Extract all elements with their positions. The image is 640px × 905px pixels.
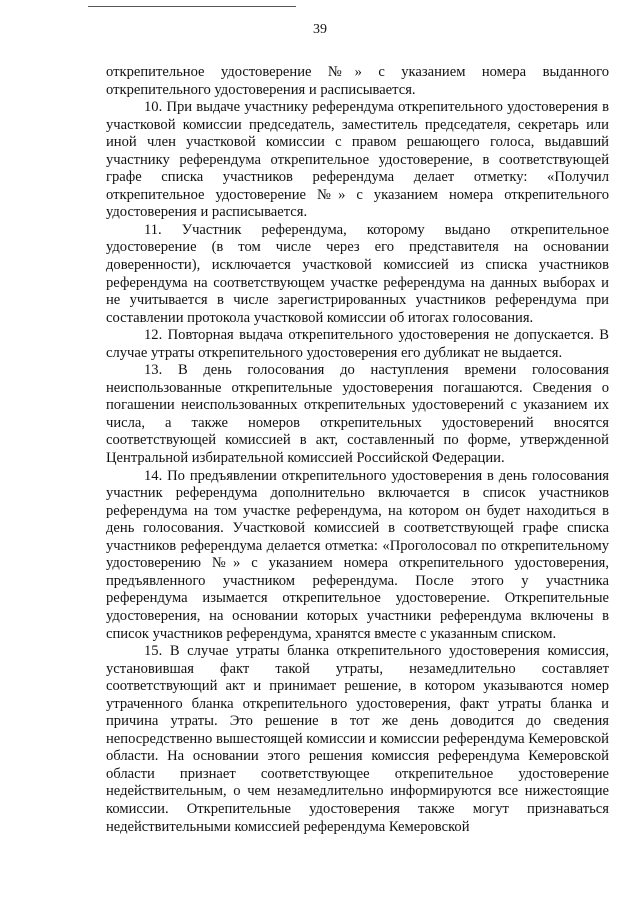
header-rule [88,6,296,7]
paragraph-14: 14. По предъявлении открепительного удостоверения в день голосования участник референдума дополнительно включается в список участников референдума на том участке референдума, на котором он будет находиться в день голосования. Участковой комиссией в соответствующей графе списка участников референдума делается отметка: «Проголосовал по открепительному удостоверению №» с указанием номера открепительного удостоверения, предъявленного участником референдума. После этого у участника референдума изымается открепительное удостоверение. Открепительные удостоверения, на основании которых участники референдума включены в список участников референдума, хранятся вместе с указанным списком. [106,467,609,642]
page-number: 39 [313,22,327,37]
paragraph-12: 12. Повторная выдача открепительного удостоверения не допускается. В случае утраты открепительного удостоверения его дубликат не выдается. [106,327,609,361]
document-body [106,64,609,836]
paragraph-15: 15. В случае утраты бланка открепительного удостоверения комиссия, установившая факт такой утраты, незамедлительно составляет соответствующий акт и принимает решение, в котором указываются номер утраченного бланка открепительного удостоверения, факт утраты бланка и причина утраты. Это решение в тот же день доводится до сведения непосредственно вышестоящей комиссии и комиссии референдума Кемеровской области. На основании этого решения комиссия референдума Кемеровской области признает соответствующее открепительное удостоверение недействительным, о чем незамедлительно информируются все нижестоящие комиссии. Открепительные удостоверения также могут признаваться недействительными комиссией референдума Кемеровской [106,643,609,835]
paragraph-10: 10. При выдаче участнику референдума открепительного удостоверения в участковой комиссии председатель, заместитель председателя, секретарь или иной член участковой комиссии с правом решающего голоса, выдавший участнику референдума открепительное удостоверение, в соответствующей графе списка участников референдума делает отметку: «Получил открепительное удостоверение №» с указанием номера открепительного удостоверения и расписывается. [106,99,609,221]
paragraph-continuation: открепительное удостоверение №» с указанием номера выданного открепительного удостоверения и расписывается. [106,64,609,98]
paragraph-11: 11. Участник референдума, которому выдано открепительное удостоверение (в том числе через его представителя на основании доверенности), исключается участковой комиссией из списка участников референдума на соответствующем участке референдума на данных выборах и не учитывается в числе зарегистрированных участников референдума при составлении протокола участковой комиссии об итогах голосования. [106,221,609,326]
paragraph-13: 13. В день голосования до наступления времени голосования неиспользованные открепительные удостоверения погашаются. Сведения о погашении неиспользованных открепительных удостоверений с указанием их числа, а также номеров открепительных удостоверений вносятся соответствующей комиссией в акт, составленный по форме, утвержденной Центральной избирательной комиссией Российской Федерации. [106,362,609,467]
